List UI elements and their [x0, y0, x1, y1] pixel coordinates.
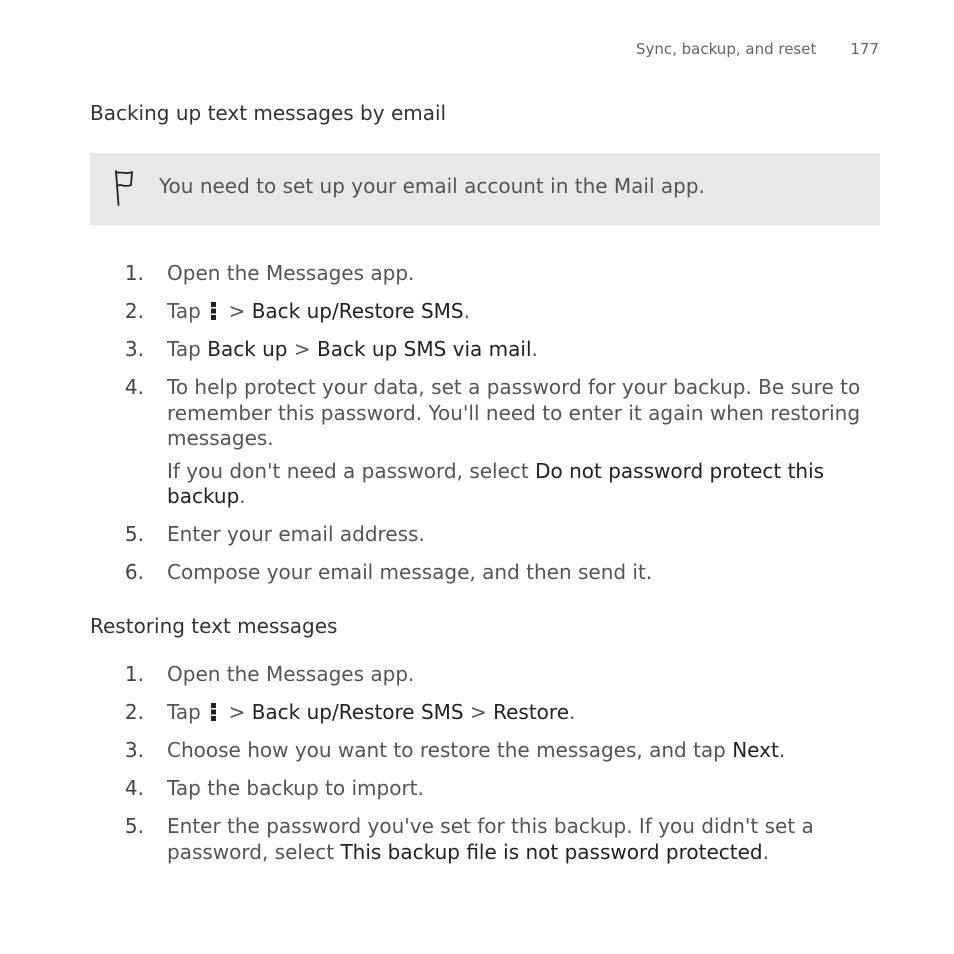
note-text: You need to set up your email account in the Mail app.: [159, 174, 705, 198]
header-section-title: Sync, backup, and reset: [635, 40, 817, 58]
ui-label-backup-restore-sms: Back up/Restore SMS: [251, 700, 464, 724]
step-number: 3.: [124, 738, 144, 762]
list-item: [0, 700, 954, 726]
step-number: 6.: [124, 560, 144, 584]
note-box: [90, 153, 880, 225]
step-text: Tap the backup to import.: [167, 776, 424, 800]
step-text: Compose your email message, and then send it.: [167, 560, 653, 584]
list-item: [0, 662, 954, 688]
step-text: To help protect your data, set a password for your backup. Be sure to remember this password. You'll need to enter it again when restoring messages.: [167, 375, 861, 450]
more-options-icon: [211, 302, 216, 320]
punctuation: .: [239, 484, 246, 508]
section-title-restore: Restoring text messages: [90, 614, 338, 638]
step-text: Enter the password you've set for this backup. If you didn't set a password, select: [167, 814, 814, 864]
step-number: 4.: [124, 776, 144, 800]
punctuation: .: [762, 839, 769, 864]
list-item: [0, 299, 954, 325]
more-options-icon: [211, 703, 216, 721]
step-number: 2.: [124, 700, 144, 724]
list-item: [0, 375, 954, 510]
ui-label-backup-restore-sms: Back up/Restore SMS: [251, 299, 464, 323]
list-item: [0, 814, 954, 865]
step-subnote: [167, 459, 875, 510]
step-text: Enter your email address.: [167, 522, 425, 546]
ui-label-no-password: Do not password protect this backup: [167, 458, 825, 508]
backup-steps-list: [0, 261, 954, 598]
separator: >: [293, 337, 311, 361]
step-text: Open the Messages app.: [167, 261, 415, 285]
ui-label-not-password-protected: This backup file is not password protected: [340, 839, 763, 864]
step-number: 5.: [124, 522, 144, 546]
list-item: [0, 337, 954, 363]
step-text: Open the Messages app.: [167, 662, 415, 686]
step-number: 3.: [124, 337, 144, 361]
flag-icon: [112, 169, 134, 211]
list-item: [0, 560, 954, 586]
step-number: 1.: [124, 261, 144, 285]
ui-label-restore: Restore: [493, 700, 569, 724]
punctuation: .: [569, 700, 576, 724]
separator: >: [469, 700, 487, 724]
punctuation: .: [463, 299, 470, 323]
step-number: 4.: [124, 375, 144, 399]
punctuation: .: [531, 337, 538, 361]
step-text: Tap: [167, 700, 201, 724]
list-item: [0, 738, 954, 764]
step-number: 1.: [124, 662, 144, 686]
step-number: 5.: [124, 814, 144, 838]
step-text: Tap: [167, 337, 201, 361]
restore-steps-list: [0, 662, 954, 878]
list-item: [0, 522, 954, 548]
subnote-text: If you don't need a password, select: [167, 458, 529, 483]
punctuation: .: [778, 738, 786, 762]
list-item: [0, 776, 954, 802]
step-text: Tap: [167, 299, 201, 323]
separator: >: [228, 299, 246, 323]
ui-label-next: Next: [732, 738, 779, 762]
list-item: [0, 261, 954, 287]
ui-label-back-up-via-mail: Back up SMS via mail: [317, 337, 532, 361]
section-title-backup: Backing up text messages by email: [90, 101, 447, 125]
page-number: 177: [850, 40, 879, 58]
separator: >: [228, 700, 246, 724]
ui-label-back-up: Back up: [207, 337, 288, 361]
step-text: Choose how you want to restore the messages, and tap: [167, 738, 726, 762]
page-header: [636, 40, 879, 58]
step-number: 2.: [124, 299, 144, 323]
